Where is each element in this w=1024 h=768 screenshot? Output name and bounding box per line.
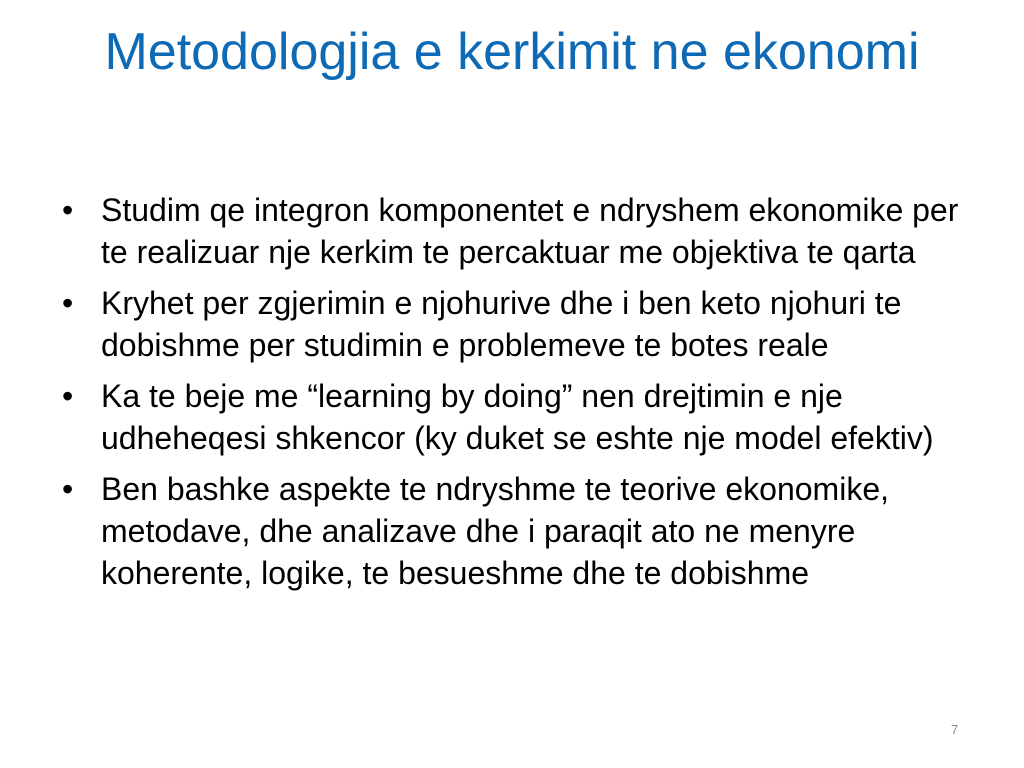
bullet-text: Ka te beje me “learning by doing” nen drejtimin e nje udheheqesi shkencor (ky duket se eshte nje model efektiv) — [101, 378, 934, 456]
bullet-marker: • — [62, 285, 74, 321]
bullet-text: Kryhet per zgjerimin e njohurive dhe i ben keto njohuri te dobishme per studimin e problemeve te botes reale — [101, 285, 902, 363]
slide-number: 7 — [951, 722, 959, 737]
slide-title: Metodologjia e kerkimit ne ekonomi — [104, 23, 920, 81]
bullet-item — [0, 282, 1024, 366]
bullet-item — [0, 375, 1024, 459]
bullet-marker: • — [62, 471, 74, 507]
bullet-text: Studim qe integron komponentet e ndryshem ekonomike per te realizuar nje kerkim te percaktuar me objektiva te qarta — [101, 192, 959, 270]
bullet-item — [0, 189, 1024, 273]
bullet-marker: • — [62, 192, 74, 228]
bullet-item — [0, 468, 1024, 594]
bullet-list — [0, 189, 1024, 603]
bullet-text: Ben bashke aspekte te ndryshme te teorive ekonomike, metodave, dhe analizave dhe i paraqit ato ne menyre koherente, logike, te besueshme dhe te dobishme — [101, 471, 889, 591]
bullet-marker: • — [62, 378, 74, 414]
